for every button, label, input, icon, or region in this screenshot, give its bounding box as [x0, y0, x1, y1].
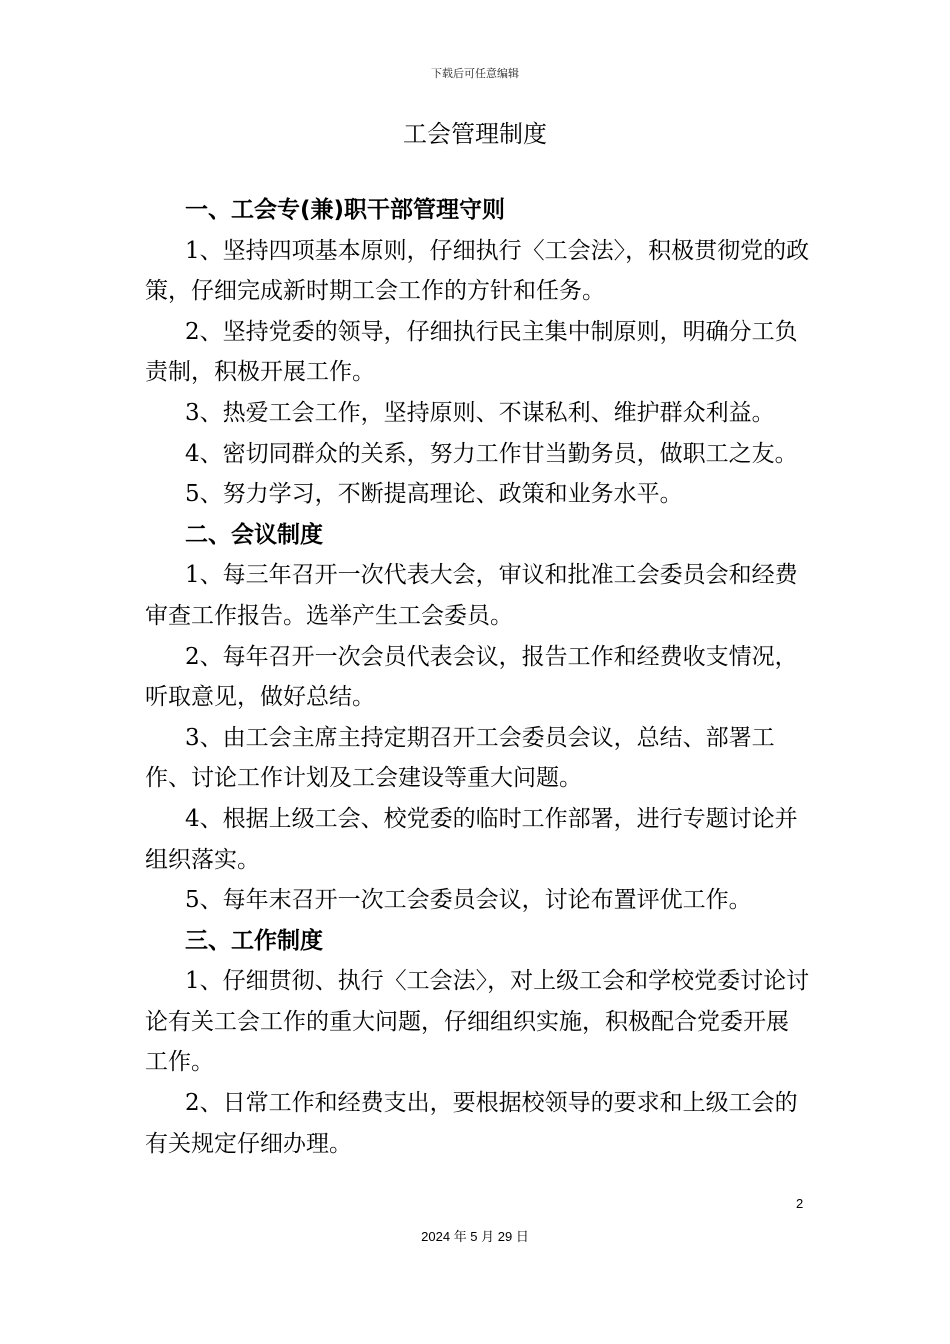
- paragraph: 4、根据上级工会、校党委的临时工作部署，进行专题讨论并组织落实。: [145, 805, 798, 873]
- paragraph: 5、每年末召开一次工会委员会议，讨论布置评优工作。: [185, 887, 752, 914]
- paragraph: 1、每三年召开一次代表大会，审议和批准工会委员会和经费审查工作报告。选举产生工会委员。: [145, 562, 798, 629]
- document-title: 工会管理制度: [403, 120, 547, 148]
- paragraph: 1、坚持四项基本原则，仔细执行〈工会法〉，积极贯彻党的政策，仔细完成新时期工会工作的方针和任务。: [145, 237, 810, 305]
- paragraph: 1、仔细贯彻、执行〈工会法〉，对上级工会和学校党委讨论讨论有关工会工作的重大问题，仔细组织实施，积极配合党委开展工作。: [145, 968, 810, 1076]
- paragraph: 4、密切同群众的关系，努力工作甘当勤务员，做职工之友。: [185, 440, 798, 467]
- paragraph: 2、坚持党委的领导，仔细执行民主集中制原则，明确分工负责制，积极开展工作。: [145, 318, 798, 386]
- section-heading: 二、会议制度: [185, 521, 323, 548]
- paragraph: 2、日常工作和经费支出，要根据校领导的要求和上级工会的有关规定仔细办理。: [145, 1090, 798, 1157]
- paragraph: 5、努力学习，不断提高理论、政策和业务水平。: [185, 481, 683, 508]
- page-number: 2: [796, 1196, 804, 1211]
- paragraph: 3、热爱工会工作，坚持原则、不谋私利、维护群众利益。: [185, 399, 775, 426]
- document-body: [145, 190, 810, 1164]
- footer-date: 2024 年 5 月 29 日: [421, 1229, 529, 1244]
- section-heading: 一、工会专(兼)职干部管理守则: [185, 197, 506, 223]
- paragraph: 3、由工会主席主持定期召开工会委员会议，总结、部署工作、讨论工作计划及工会建设等重大问题。: [145, 724, 775, 792]
- header-note: 下载后可任意编辑: [431, 67, 519, 80]
- section-heading: 三、工作制度: [185, 927, 323, 954]
- paragraph: 2、每年召开一次会员代表会议，报告工作和经费收支情况，听取意见，做好总结。: [145, 643, 798, 711]
